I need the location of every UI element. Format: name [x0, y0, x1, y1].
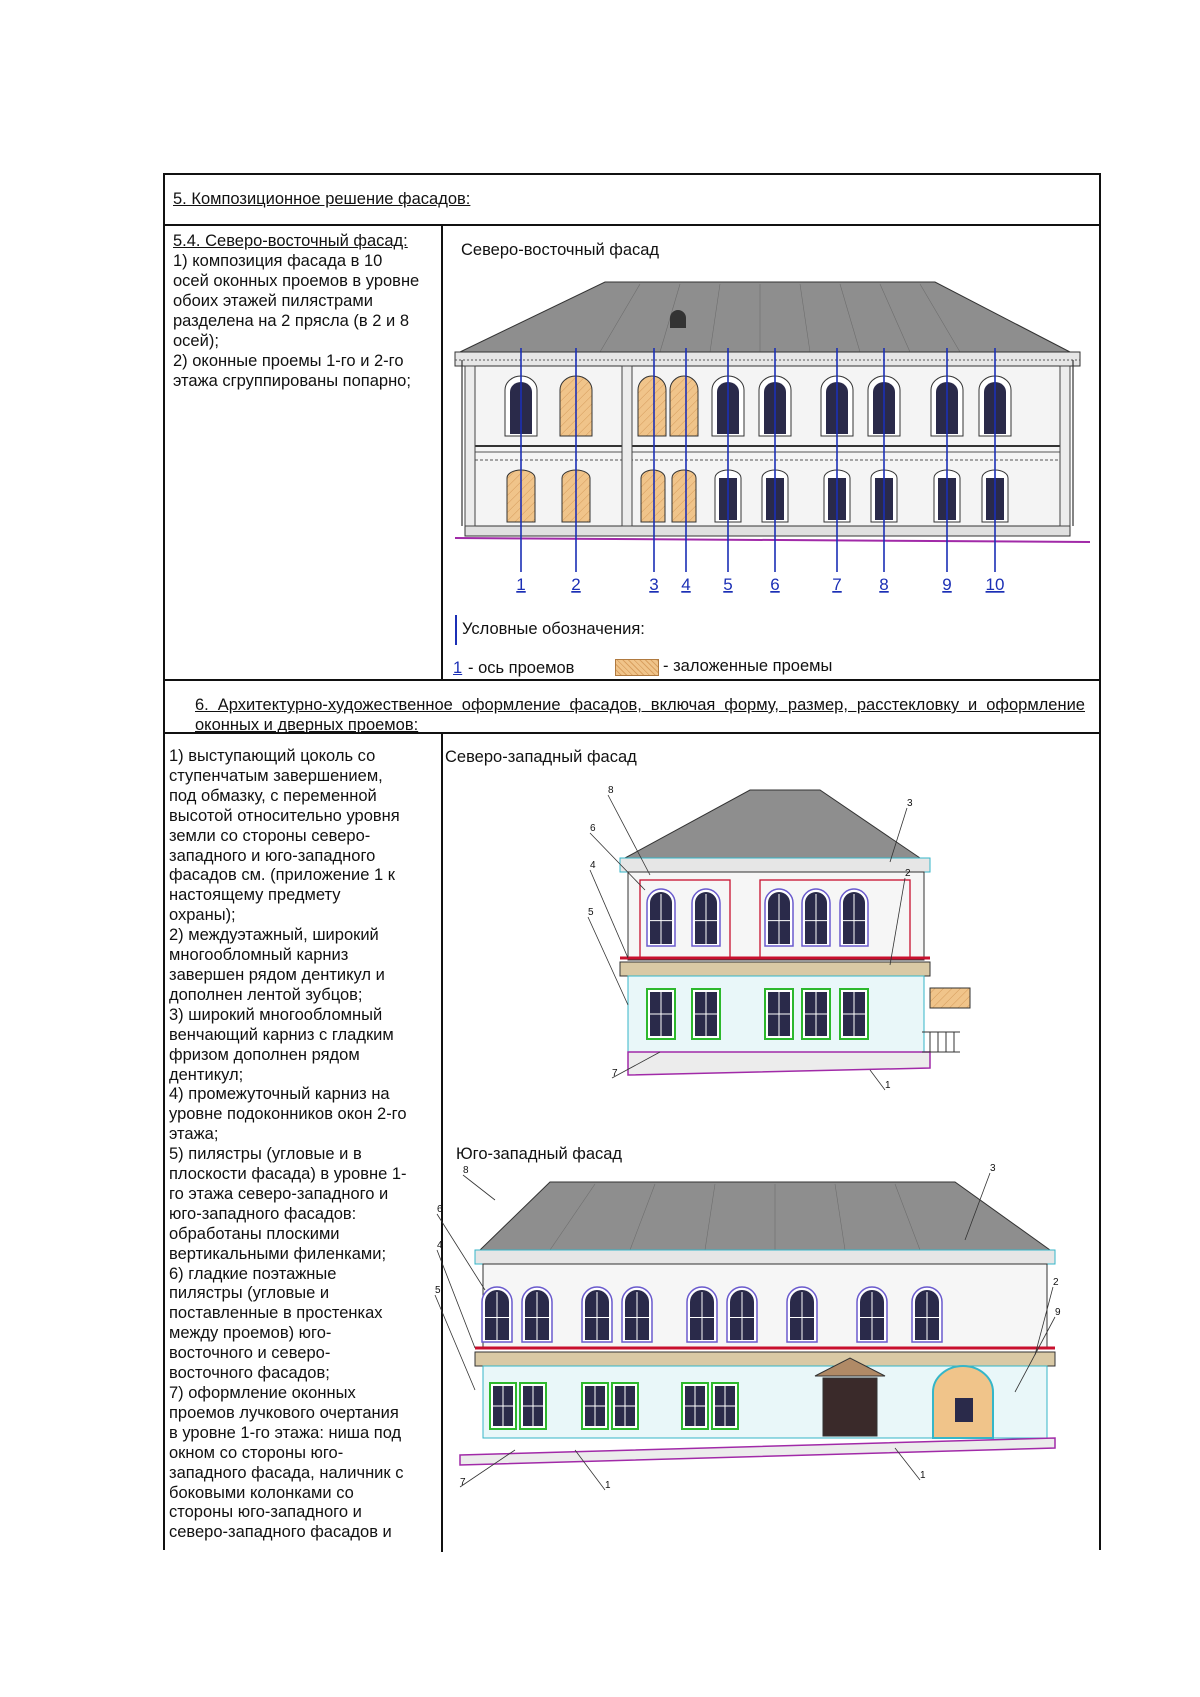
window [765, 889, 793, 946]
legend-bricked-text: - заложенные проемы [663, 657, 833, 675]
callout-number-8: 8 [463, 1165, 469, 1176]
row-divider [165, 224, 1099, 226]
window [857, 1287, 887, 1342]
window [612, 1383, 638, 1429]
legend-axis-mark [455, 615, 457, 645]
section6-heading: 6. Архитектурно-художественное оформление фасадов, включая форму, размер, расстекловку и оформление оконных и дверных проемов: [195, 696, 1085, 734]
window [912, 1287, 942, 1342]
window [647, 889, 675, 946]
callout-number-4: 4 [437, 1240, 443, 1251]
callout-number-2: 2 [905, 868, 911, 879]
callout-number-8: 8 [608, 785, 614, 796]
axis-number-8: 8 [879, 575, 889, 594]
window [490, 1383, 516, 1429]
callout-number-2: 2 [1053, 1277, 1059, 1288]
axis-number-2: 2 [571, 575, 581, 594]
axis-number-4: 4 [681, 575, 691, 594]
window [647, 989, 675, 1039]
callout-number-3: 3 [907, 798, 913, 809]
window [727, 1287, 757, 1342]
window [520, 1383, 546, 1429]
window [682, 1383, 708, 1429]
axis-number-3: 3 [649, 575, 659, 594]
axis-number-6: 6 [770, 575, 780, 594]
ne-facade-drawing [450, 280, 1090, 600]
axis-number-5: 5 [723, 575, 733, 594]
axis-number-1: 1 [516, 575, 526, 594]
ne-facade-title: Северо-восточный фасад [461, 241, 660, 259]
column-divider [441, 224, 443, 679]
window [692, 889, 720, 946]
window [765, 989, 793, 1039]
legend-title: Условные обозначения: [462, 620, 645, 638]
legend-axis-text: - ось проемов [468, 659, 575, 677]
callout-number-9: 9 [1055, 1307, 1061, 1318]
window [712, 1383, 738, 1429]
callout-number-3: 3 [990, 1163, 996, 1174]
section5-text: 1) композиция фасада в 10 осей оконных проемов в уровне обоих этажей пилястрами разделена на 2 прясла (в 2 и 8 осей); 2) оконные проемы 1-го и 2-го этажа сгруппированы попарно; [173, 252, 420, 390]
window [802, 889, 830, 946]
window [692, 989, 720, 1039]
axis-number-7: 7 [832, 575, 842, 594]
callout-number-5: 5 [588, 907, 594, 918]
callout-number-1: 1 [605, 1480, 611, 1491]
window [582, 1383, 608, 1429]
window [802, 989, 830, 1039]
column-divider [441, 732, 443, 1552]
callout-number-1: 1 [920, 1470, 926, 1481]
window [787, 1287, 817, 1342]
window [522, 1287, 552, 1342]
callout-number-1: 1 [885, 1080, 891, 1091]
sw-facade-drawing [435, 1163, 1095, 1500]
window [687, 1287, 717, 1342]
callout-number-7: 7 [612, 1068, 618, 1079]
window [582, 1287, 612, 1342]
window [482, 1287, 512, 1342]
window [840, 989, 868, 1039]
row-divider [165, 679, 1099, 681]
callout-number-4: 4 [590, 860, 596, 871]
axis-number-9: 9 [942, 575, 952, 594]
callout-number-5: 5 [435, 1285, 441, 1296]
section6-text: 1) выступающий цоколь со ступенчатым завершением, под обмазку, с переменной высотой относительно уровня земли со стороны северо- западного и юго-западного фасадов см. (приложение 1 к настоящему предмету охраны); 2) междуэтажный, широкий многообломный карниз завершен рядом дентикул и дополнен лентой зубцов; 3) широкий многообломный венчающий карниз с гладким фризом дополнен рядом дентикул; 4) промежуточный карниз на уровне подоконников окон 2-го этажа; 5) пилястры (угловые и в плоскости фасада) в уровне 1- го этажа северо-западного и юго-западного фасадов: обработаны плоскими вертикальными филенками; 6) гладкие поэтажные пилястры (угловые и поставленные в простенках между проемов) юго- восточного и северо- восточного фасадов; 7) оформление оконных проемов лучкового очертания в уровне 1-го этажа: ниша под окном со стороны юго- западного фасада, наличник с боковыми колонками со стороны юго-западного и северо-западного фасадов и [169, 747, 407, 1542]
sw-facade-title: Юго-западный фасад [456, 1145, 623, 1163]
axis-number-10: 10 [985, 575, 1005, 594]
callout-number-7: 7 [460, 1477, 466, 1488]
callout-number-6: 6 [590, 823, 596, 834]
section5-subheading: 5.4. Северо-восточный фасад: [173, 232, 408, 250]
nw-facade-drawing [588, 780, 1020, 1100]
window [840, 889, 868, 946]
nw-facade-title: Северо-западный фасад [445, 748, 637, 766]
section5-heading: 5. Композиционное решение фасадов: [173, 190, 471, 208]
window [622, 1287, 652, 1342]
callout-number-6: 6 [437, 1204, 443, 1215]
legend-axis-number: 1 [453, 659, 463, 677]
legend-bricked-swatch [615, 659, 659, 676]
